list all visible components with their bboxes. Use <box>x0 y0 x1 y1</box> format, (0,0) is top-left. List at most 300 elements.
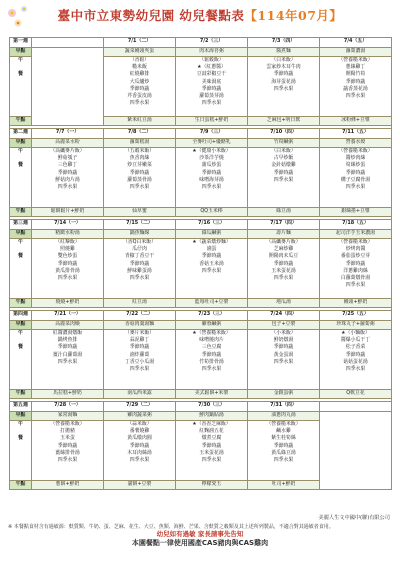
morning-snack-row <box>10 48 392 57</box>
day-date: 7/2（三） <box>176 38 248 48</box>
lunch-item: 古早炒飯 <box>273 155 294 162</box>
lunch-menu <box>248 57 320 117</box>
lunch-item: 瓜仔肉 <box>132 246 147 253</box>
lunch-item: 醬炒肉絲 <box>345 155 366 162</box>
lunch-item: ★（蔬菜燉炒麵） <box>192 239 231 245</box>
week-date-row <box>10 220 392 230</box>
lunch-item <box>104 373 175 380</box>
lunch-item <box>32 282 103 289</box>
lunch-item: 豆豉彩椒豆干 <box>196 71 227 78</box>
lunch-item: 開陽肉末瓜豆 <box>268 253 299 260</box>
lunch-item: ★（營養糙米飯） <box>192 330 231 336</box>
lunch-label <box>10 239 32 299</box>
lunch-label <box>10 421 32 481</box>
lunch-item: 四季水果 <box>345 92 366 99</box>
lunch-label-top: 午 <box>18 330 23 336</box>
afternoon-snack: 檸檬愛玉 <box>176 481 248 490</box>
afternoon-snack: 馬拉糕+鮮奶 <box>32 390 104 399</box>
lunch-menu <box>176 330 248 390</box>
lunch-item: ★（小麵飯） <box>341 330 370 336</box>
lunch-item: 炒烤肉醬 <box>345 246 366 253</box>
lunch-label-bottom: 餐 <box>18 253 23 260</box>
lunch-item: 四季水果 <box>201 183 222 190</box>
lunch-item: 三色雞丁 <box>57 162 78 169</box>
morning-snack: 珍珠丸子+蘿蔔粥 <box>320 321 392 330</box>
lunch-item: 季節時蔬 <box>201 253 222 260</box>
lunch-item <box>176 464 247 471</box>
lunch-item: 蒲瓜炒蛋 <box>201 162 222 169</box>
lunch-item: 四季水果 <box>201 365 222 372</box>
lunch-item: 滷蛋 <box>206 246 217 253</box>
week-label: 第一週 <box>10 38 32 48</box>
lunch-item: （營養糙米飯） <box>338 148 373 154</box>
day-date: 7/29（二） <box>104 402 176 412</box>
lunch-item: ★（紅蔥醬） <box>197 64 226 71</box>
lunch-item: 竹筍排骨湯 <box>199 358 224 365</box>
lunch-menu <box>104 330 176 390</box>
lunch-item <box>32 366 103 373</box>
morning-snack-label: 早點 <box>10 321 32 330</box>
afternoon-snack: 紫米紅豆湯 <box>104 117 176 126</box>
lunch-item <box>32 373 103 380</box>
lunch-item <box>248 100 319 107</box>
lunch-item: 四季水果 <box>201 456 222 463</box>
lunch-item <box>248 184 319 191</box>
lunch-item: （麥片米飯） <box>124 330 155 336</box>
lunch-item: 四季水果 <box>273 176 294 183</box>
lunch-item: 季節時蔬 <box>57 442 78 449</box>
lunch-item: 季節時蔬 <box>129 442 150 449</box>
day-date: 7/8（二） <box>104 129 176 139</box>
lunch-item: 紅醬濃湯燉飯 <box>52 330 83 336</box>
day-date: 7/24（四） <box>248 311 320 321</box>
week-date-row <box>10 129 392 139</box>
lunch-item <box>176 275 247 282</box>
lunch-item: 玉米蛋花湯 <box>271 267 296 274</box>
lunch-item <box>104 464 175 471</box>
afternoon-snack: 蔥餅+鮮奶 <box>32 481 104 490</box>
lunch-item: ★（健康小米飯） <box>192 148 231 154</box>
lunch-item: 滷炸蘿蔔 <box>129 351 150 358</box>
lunch-item: 季節時蔬 <box>129 344 150 351</box>
morning-snack: 肉末海苔粥 <box>176 48 248 57</box>
lunch-item <box>32 464 103 471</box>
lunch-item: 鮮奶燉湯 <box>273 337 294 344</box>
day-date <box>32 38 104 48</box>
lunch-item: 季節時蔬 <box>57 169 78 176</box>
lunch-item <box>320 100 391 107</box>
week-date-row <box>10 402 392 412</box>
lunch-item: 蘿蔔蒸骨湯 <box>127 176 152 183</box>
lunch-menu <box>248 421 320 481</box>
afternoon-snack: QQ玉米棒 <box>176 208 248 217</box>
morning-snack: 起司洋芋玉米濃湯 <box>320 230 392 239</box>
lunch-item: 季節時蔬 <box>201 85 222 92</box>
morning-snack <box>320 412 392 490</box>
afternoon-snack: 芝麻包+明日飲 <box>248 117 320 126</box>
lunch-item: 醬爆小瓜干丁 <box>340 337 371 344</box>
meat-notice: 本園餐點一律使用國產CAS豬肉與CAS雞肉 <box>131 539 269 547</box>
morning-snack-label: 早點 <box>10 48 32 57</box>
afternoon-snack: 綠豆湯 <box>248 208 320 217</box>
morning-snack-row <box>10 139 392 148</box>
lunch-label <box>10 330 32 390</box>
morning-snack: 鍋魚麵線 <box>104 230 176 239</box>
day-date: 7/28（一） <box>32 402 104 412</box>
week-label: 第三週 <box>10 220 32 230</box>
lunch-label-bottom: 餐 <box>18 71 23 78</box>
day-date: 7/16（三） <box>176 220 248 230</box>
morning-snack: 營養水餃 <box>320 139 392 148</box>
day-date: 7/17（四） <box>248 220 320 230</box>
lunch-item: 洋蔥雞肉絲 <box>343 267 368 274</box>
morning-snack <box>32 48 104 126</box>
lunch-item: 紫生桂筍絲 <box>271 435 296 442</box>
lunch-label-bottom: 餐 <box>18 344 23 351</box>
lunch-item: 番薯燒雞 <box>129 428 150 435</box>
morning-snack: 竹筍鹹粥 <box>248 139 320 148</box>
day-date: 7/9（三） <box>176 129 248 139</box>
morning-snack: 家常湯麵 <box>32 412 104 421</box>
morning-snack: 精緻水粉湯 <box>32 230 104 239</box>
morning-snack: 高麗菜肉燥 <box>32 321 104 330</box>
afternoon-snack: 藍莓吐司+豆漿 <box>176 299 248 308</box>
afternoon-snack: Q軟豆花 <box>320 390 392 399</box>
lunch-item <box>320 191 391 198</box>
morning-snack: 蘿蔔糕湯 <box>104 139 176 148</box>
lunch-item: 季節時蔬 <box>201 351 222 358</box>
afternoon-snack-label: 午點 <box>10 390 32 399</box>
week-label: 第五週 <box>10 402 32 412</box>
day-date: 7/21（一） <box>32 311 104 321</box>
lunch-item: （營養糙米飯） <box>50 421 85 427</box>
lunch-item <box>248 282 319 289</box>
afternoon-snack: 南瓜西米露 <box>104 390 176 399</box>
lunch-item: 蒜泥雞丁 <box>129 337 150 344</box>
lunch-menu <box>104 57 176 117</box>
lunch-item: 丁香豆小瓜湯 <box>124 358 155 365</box>
afternoon-snack: 吐司+鮮奶 <box>248 481 320 490</box>
lunch-item: （白米飯） <box>271 148 296 154</box>
lunch-item: 黃瓜排骨湯 <box>55 267 80 274</box>
lunch-label-top: 午 <box>18 57 23 63</box>
lunch-menu <box>320 239 392 299</box>
lunch-menu <box>176 148 248 208</box>
lunch-item: 紅燒雞排 <box>129 71 150 78</box>
lunch-item <box>320 373 391 380</box>
afternoon-snack: 美式鬆餅+米漿 <box>176 390 248 399</box>
afternoon-snack: 銀絲捲+豆漿 <box>320 208 392 217</box>
morning-snack-row <box>10 412 392 421</box>
morning-snack-label: 早點 <box>10 230 32 239</box>
allergy-notice: ※ 本餐點食材含有過敏源：麩質類、牛奶、蛋、芝麻、花生、大豆、魚類、海鮮、芒果、含麩質之穀類及其上述所列製品，不適合對其過敏者食用。 <box>8 524 334 530</box>
lunch-label <box>10 57 32 117</box>
lunch-item: 四季水果 <box>129 456 150 463</box>
afternoon-snack: 金銀蛋粥 <box>248 390 320 399</box>
lunch-label <box>10 148 32 208</box>
morning-snack-row <box>10 321 392 330</box>
lunch-item: 鍋烤魚排 <box>57 337 78 344</box>
lunch-item: 四季水果 <box>57 274 78 281</box>
lunch-item <box>104 191 175 198</box>
day-date: 7/10（四） <box>248 129 320 139</box>
lunch-item: （蒜米飯） <box>127 421 152 427</box>
lunch-item <box>248 93 319 100</box>
afternoon-snack-label: 午點 <box>10 299 32 308</box>
morning-snack: 香菇肉羹湯麵 <box>104 321 176 330</box>
lunch-item: 青椒丁香豆干 <box>124 253 155 260</box>
lunch-item: （香鬆） <box>129 57 150 63</box>
lunch-item: 四季水果 <box>129 183 150 190</box>
day-date: 7/14（一） <box>32 220 104 230</box>
lunch-item: （營養糙米飯） <box>338 57 373 63</box>
lunch-item <box>248 191 319 198</box>
lunch-item: 菇菇蛋花湯 <box>343 358 368 365</box>
lunch-item: 雲家炒木耳牛肉 <box>266 64 301 71</box>
lunch-menu <box>320 330 392 390</box>
lunch-menu <box>104 148 176 208</box>
lunch-item: 季節時蔬 <box>129 169 150 176</box>
lunch-menu <box>32 148 104 208</box>
lunch-item: 鮮菇瓠子 <box>57 155 78 162</box>
menu-table <box>9 37 392 490</box>
lunch-item: （香Q白米飯） <box>122 239 157 245</box>
afternoon-snack-row <box>10 299 392 308</box>
lunch-item <box>248 366 319 373</box>
lunch-item: 沙茶洋芋燒 <box>199 155 224 162</box>
lunch-item: 薑絲排骨湯 <box>55 449 80 456</box>
lunch-item: 季節時蔬 <box>129 260 150 267</box>
lunch-item: （五穀米飯） <box>124 148 155 154</box>
lunch-item: 黃金蛋湯 <box>273 351 294 358</box>
day-date <box>320 402 392 412</box>
lunch-item: 季節時蔬 <box>273 260 294 267</box>
lunch-item: 芹香蛋皮湯 <box>127 92 152 99</box>
afternoon-snack: 紅豆湯 <box>104 299 176 308</box>
lunch-item: （小米飯） <box>271 330 296 336</box>
lunch-menu <box>176 421 248 481</box>
lunch-menu <box>104 421 176 481</box>
lunch-item: 構子豆腐骨湯 <box>340 176 371 183</box>
morning-snack: 高麗菜水粉 <box>32 139 104 148</box>
morning-snack: 雞肉蔬菜粥 <box>104 412 176 421</box>
week-label: 第二週 <box>10 129 32 139</box>
lunch-item: 季節時蔬 <box>345 351 366 358</box>
afternoon-snack-row <box>10 208 392 217</box>
lunch-item: 雙色炒蛋 <box>57 253 78 260</box>
afternoon-snack: 生日蛋糕+鮮奶 <box>176 117 248 126</box>
lunch-item: 季節時蔬 <box>57 260 78 267</box>
allergy-reminder: 幼兒如有過敏 家長請事先告知 <box>156 530 244 538</box>
day-date: 7/25（五） <box>320 311 392 321</box>
lunch-item <box>176 191 247 198</box>
lunch-item: 四季水果 <box>129 274 150 281</box>
lunch-item: （高纖麥片飯） <box>50 148 85 154</box>
lunch-item: 味噌海芽湯 <box>199 176 224 183</box>
week-date-row <box>10 38 392 48</box>
lunch-item: 季節時蔬 <box>345 78 366 85</box>
lunch-row <box>10 330 392 390</box>
lunch-item: 炒豆芽嫩菜 <box>127 162 152 169</box>
lunch-item <box>176 373 247 380</box>
lunch-item: 大瓜爐炒 <box>129 78 150 85</box>
lunch-item: 金針菇燉雞 <box>271 162 296 169</box>
day-date: 7/15（二） <box>104 220 176 230</box>
lunch-item: 鹹水雞 <box>276 428 291 435</box>
lunch-item: 美味湯底 <box>201 78 222 85</box>
lunch-item: 四季水果 <box>273 274 294 281</box>
lunch-item: 糙米飯 <box>132 64 147 71</box>
lunch-item: 蔬香蒸花湯 <box>343 85 368 92</box>
lunch-row <box>10 148 392 208</box>
morning-snack: 蘿蔔濃湯 <box>320 48 392 57</box>
week-label: 第四週 <box>10 311 32 321</box>
lunch-item: （高纖麥片飯） <box>266 239 301 245</box>
lunch-menu <box>248 239 320 299</box>
day-date: 7/1（二） <box>104 38 176 48</box>
lunch-menu <box>104 239 176 299</box>
lunch-label-top: 午 <box>18 239 23 245</box>
lunch-item: （營養糙米飯） <box>338 239 373 245</box>
lunch-item: 四季水果 <box>345 282 366 289</box>
lunch-item: 四季水果 <box>57 183 78 190</box>
afternoon-snack: 饅頭+鮮奶 <box>320 299 392 308</box>
lunch-menu <box>32 239 104 299</box>
company-name: 美麗人生文中國中(聯)有限公司 <box>318 515 390 521</box>
lunch-item: 四季水果 <box>273 456 294 463</box>
lunch-item: 季節時蔬 <box>201 442 222 449</box>
day-date: 7/3（四） <box>248 38 320 48</box>
lunch-item: 松子香菜 <box>345 344 366 351</box>
afternoon-snack: 貓餅+豆漿 <box>104 481 176 490</box>
lunch-item: 四季水果 <box>273 358 294 365</box>
lunch-item: 魚香肉絲 <box>129 155 150 162</box>
morning-snack: 鮮肉鍋貼湯 <box>176 412 248 421</box>
lunch-label-top: 午 <box>18 148 23 154</box>
lunch-item: 蔥絲雞丁 <box>345 64 366 71</box>
lunch-item <box>176 282 247 289</box>
lunch-item: 季節時蔬 <box>345 260 366 267</box>
day-date: 7/18（五） <box>320 220 392 230</box>
afternoon-snack: 冰粉條+豆漿 <box>320 117 392 126</box>
lunch-item <box>248 464 319 471</box>
lunch-item: 季節時蔬 <box>273 344 294 351</box>
lunch-menu <box>248 330 320 390</box>
lunch-item <box>32 191 103 198</box>
lunch-item: 芝麻炒雞 <box>273 246 294 253</box>
lunch-item <box>104 282 175 289</box>
lunch-item: 蘿蔔蒸芽湯 <box>199 92 224 99</box>
lunch-item: 四季水果 <box>345 365 366 372</box>
morning-snack: 油蔥肉丸湯 <box>248 412 320 421</box>
afternoon-snack-row <box>10 390 392 399</box>
lunch-item: 季節時蔬 <box>129 85 150 92</box>
lunch-item: 番茄蛋炒豆芽 <box>340 253 371 260</box>
lunch-menu <box>320 148 392 208</box>
day-date: 7/23（三） <box>176 311 248 321</box>
morning-snack: 全麥吐司+優酪乳 <box>176 139 248 148</box>
morning-snack: 包子+豆漿 <box>248 321 320 330</box>
morning-snack-label: 早點 <box>10 139 32 148</box>
lunch-menu <box>248 148 320 208</box>
week-date-row <box>10 311 392 321</box>
lunch-menu <box>176 57 248 117</box>
day-date: 7/30（三） <box>176 402 248 412</box>
lunch-item: 紅麴滷五花 <box>199 428 224 435</box>
lunch-item: 四季水果 <box>129 100 150 107</box>
lunch-row <box>10 239 392 299</box>
morning-snack-row <box>10 230 392 239</box>
lunch-item: （白米飯） <box>271 57 296 63</box>
morning-snack: 醬煮麵 <box>248 48 320 57</box>
lunch-item: 季節時蔬 <box>345 169 366 176</box>
lunch-item: 黃瓜燉肉圓 <box>127 435 152 442</box>
afternoon-snack: 鬆餅鬆片+鮮奶 <box>32 208 104 217</box>
lunch-item: 四季水果 <box>57 456 78 463</box>
lunch-item: 四季水果 <box>345 183 366 190</box>
afternoon-snack-label: 午點 <box>10 481 32 490</box>
day-date: 7/11（五） <box>320 129 392 139</box>
lunch-item: ★（香香芝麻飯） <box>192 421 231 427</box>
page-title: 臺中市立東勢幼兒園 幼兒餐點表【114年07月】 <box>57 8 343 23</box>
lunch-item: 木耳肉絲湯 <box>127 449 152 456</box>
lunch-item: （紅藜飯） <box>55 239 80 245</box>
lunch-item: 四季水果 <box>273 85 294 92</box>
lunch-item: 打拋豬 <box>60 428 75 435</box>
morning-snack: 雞蓉鹹粥 <box>176 321 248 330</box>
lunch-item: 四季水果 <box>57 358 78 365</box>
lunch-item: 薑汁白蘿蔔湯 <box>52 351 83 358</box>
afternoon-snack: 地瓜湯 <box>248 299 320 308</box>
lunch-item: 季節時蔬 <box>201 169 222 176</box>
lunch-menu <box>32 330 104 390</box>
morning-snack: 綠瓜鹹粥 <box>176 230 248 239</box>
lunch-item: 鮮菇肉片湯 <box>55 176 80 183</box>
lunch-item: （營養糙米飯） <box>266 421 301 427</box>
lunch-item: （鬆穀飯） <box>199 57 224 63</box>
lunch-label-bottom: 餐 <box>18 162 23 169</box>
lunch-menu <box>176 239 248 299</box>
morning-snack: 蔬菜饅頭夾蛋 <box>104 48 176 57</box>
lunch-item: 燉煮豆腐 <box>201 435 222 442</box>
lunch-item: 開陽竹筍 <box>345 71 366 78</box>
lunch-item: 季節時蔬 <box>273 442 294 449</box>
lunch-item: 筍絲炒蛋 <box>345 162 366 169</box>
lunch-item: 玉米蛋花湯 <box>199 449 224 456</box>
lunch-item: 季節時蔬 <box>57 344 78 351</box>
lunch-item: 白蘿蔔燉骨湯 <box>340 274 371 281</box>
lunch-menu <box>32 421 104 481</box>
lunch-item: 四季水果 <box>201 100 222 107</box>
lunch-item: 照燒雞 <box>60 246 75 253</box>
afternoon-snack-label: 午點 <box>10 117 32 126</box>
lunch-item <box>248 373 319 380</box>
afternoon-snack-label: 午點 <box>10 208 32 217</box>
lunch-item: 鮮味雞蛋湯 <box>127 267 152 274</box>
lunch-item: 四季水果 <box>129 365 150 372</box>
day-date: 7/4（五） <box>320 38 392 48</box>
lunch-item: 黃瓜綠豆湯 <box>271 449 296 456</box>
morning-snack: 壽片麵 <box>248 230 320 239</box>
lunch-item: 三色豆腐 <box>201 344 222 351</box>
lunch-menu <box>320 57 392 117</box>
lunch-item: 季節時蔬 <box>273 169 294 176</box>
lunch-item: 海芽蛋花湯 <box>271 78 296 85</box>
lunch-item: 四季水果 <box>201 267 222 274</box>
lunch-label-top: 午 <box>18 421 23 427</box>
lunch-item: 香菇玉米湯 <box>199 260 224 267</box>
lunch-item: 季節時蔬 <box>273 71 294 78</box>
